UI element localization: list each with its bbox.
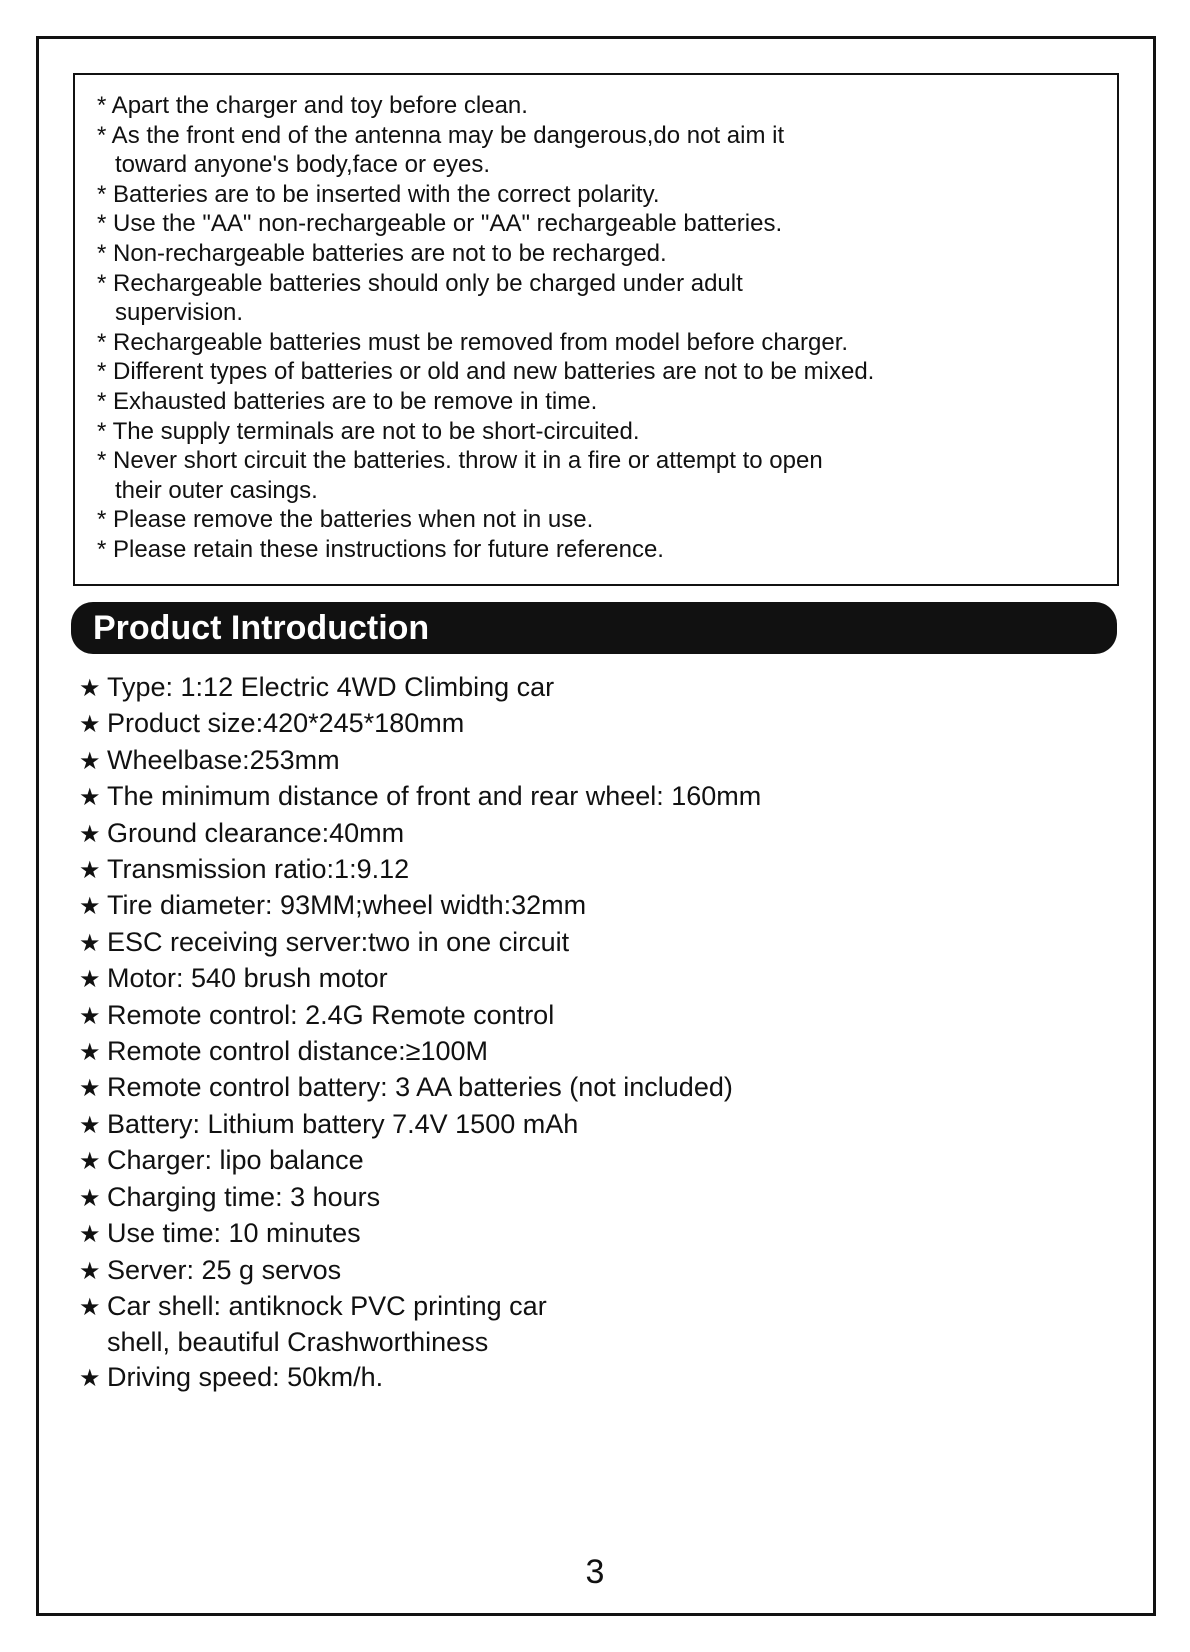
warning-text: * Use the "AA" non-rechargeable or "AA" rechargeable batteries. (97, 210, 783, 238)
safety-warnings-box (73, 73, 1119, 586)
spec-text: Server: 25 g servos (107, 1254, 342, 1285)
warning-text: * Apart the charger and toy before clean. (97, 92, 528, 119)
star-bullet-icon: ★ (79, 1257, 101, 1285)
spec-item (79, 670, 1079, 706)
spec-text: Ground clearance:40mm (107, 817, 405, 848)
spec-item (79, 1034, 1079, 1070)
warning-text: * Never short circuit the batteries. throw it in a fire or attempt to open (97, 447, 823, 475)
warning-text: * Exhausted batteries are to be remove in time. (97, 387, 598, 415)
spec-item (79, 925, 1079, 961)
warning-item (97, 180, 1117, 210)
warning-text: * Please retain these instructions for future reference. (97, 535, 664, 563)
warning-text: * As the front end of the antenna may be dangerous,do not aim it (97, 121, 785, 149)
star-bullet-icon: ★ (79, 747, 101, 775)
spec-item (79, 1289, 1079, 1325)
spec-text: Remote control: 2.4G Remote control (107, 999, 555, 1030)
spec-text: Battery: Lithium battery 7.4V 1500 mAh (107, 1108, 579, 1139)
spec-item (79, 1216, 1079, 1252)
spec-item (79, 1070, 1079, 1106)
warning-text: * Rechargeable batteries should only be charged under adult (97, 269, 743, 297)
spec-item (79, 779, 1079, 815)
warning-text: * Batteries are to be inserted with the correct polarity. (97, 180, 660, 208)
spec-item (79, 888, 1079, 924)
spec-item (79, 1180, 1079, 1216)
page-number: 3 (585, 1553, 605, 1591)
spec-item (79, 1143, 1079, 1179)
warning-text: * Please remove the batteries when not in use. (97, 506, 594, 534)
warning-text: * Different types of batteries or old and new batteries are not to be mixed. (97, 358, 875, 386)
star-bullet-icon: ★ (79, 1293, 101, 1321)
star-bullet-icon: ★ (79, 1002, 101, 1030)
spec-item (79, 961, 1079, 997)
spec-text: Use time: 10 minutes (107, 1218, 361, 1249)
warning-item (97, 91, 1117, 121)
warning-item (97, 121, 1117, 151)
spec-text: Driving speed: 50km/h. (107, 1361, 384, 1392)
warning-item (97, 328, 1117, 358)
star-bullet-icon: ★ (79, 966, 101, 994)
spec-item (79, 816, 1079, 852)
star-bullet-icon: ★ (79, 857, 101, 885)
spec-item (79, 706, 1079, 742)
warning-text: * Rechargeable batteries must be removed from model before charger. (97, 328, 849, 356)
spec-text: Tire diameter: 93MM;wheel width:32mm (107, 890, 587, 921)
star-bullet-icon: ★ (79, 929, 101, 957)
star-bullet-icon: ★ (79, 1364, 101, 1392)
warning-item (97, 505, 1117, 535)
warning-item (97, 269, 1117, 299)
star-bullet-icon: ★ (79, 711, 101, 739)
spec-text: Product size:420*245*180mm (107, 708, 465, 739)
spec-item (79, 1253, 1079, 1289)
warning-text: * Non-rechargeable batteries are not to be recharged. (97, 239, 667, 267)
warning-item (97, 357, 1117, 387)
spec-text: ESC receiving server:two in one circuit (107, 926, 570, 957)
star-bullet-icon: ★ (79, 820, 101, 848)
warning-item-continuation (97, 476, 1117, 506)
star-bullet-icon: ★ (79, 1221, 101, 1249)
spec-text: Type: 1:12 Electric 4WD Climbing car (107, 672, 555, 702)
warning-item-continuation (97, 298, 1117, 328)
warning-text: toward anyone's body,face or eyes. (115, 151, 491, 179)
star-bullet-icon: ★ (79, 784, 101, 812)
spec-text: Motor: 540 brush motor (107, 963, 388, 994)
warning-item (97, 535, 1117, 565)
spec-text: Car shell: antiknock PVC printing car (107, 1290, 547, 1321)
warning-text: * The supply terminals are not to be short-circuited. (97, 417, 640, 445)
spec-item (79, 743, 1079, 779)
warning-text: their outer casings. (115, 476, 318, 504)
spec-item (79, 1360, 1079, 1396)
star-bullet-icon: ★ (79, 675, 101, 702)
warning-text: supervision. (115, 299, 244, 327)
star-bullet-icon: ★ (79, 1148, 101, 1176)
star-bullet-icon: ★ (79, 1111, 101, 1139)
warning-item-continuation (97, 150, 1117, 180)
warning-item (97, 446, 1117, 476)
star-bullet-icon: ★ (79, 1039, 101, 1067)
spec-text: Remote control battery: 3 AA batteries (not included) (107, 1072, 733, 1103)
section-title: Product Introduction (93, 609, 430, 647)
star-bullet-icon: ★ (79, 893, 101, 921)
product-spec-list (79, 670, 1079, 1396)
warning-item (97, 417, 1117, 447)
star-bullet-icon: ★ (79, 1075, 101, 1103)
spec-text: Transmission ratio:1:9.12 (107, 854, 410, 885)
spec-item (79, 1107, 1079, 1143)
section-header-bar (71, 602, 1117, 654)
spec-item (79, 998, 1079, 1034)
spec-text: shell, beautiful Crashworthiness (107, 1327, 489, 1358)
spec-text: Wheelbase:253mm (107, 744, 340, 775)
warning-item (97, 387, 1117, 417)
spec-text: Charging time: 3 hours (107, 1181, 381, 1212)
spec-text: Remote control distance:≥100M (107, 1036, 489, 1067)
star-bullet-icon: ★ (79, 1184, 101, 1212)
spec-text: Charger: lipo balance (107, 1145, 364, 1176)
spec-item-continuation (79, 1325, 1079, 1359)
spec-item (79, 852, 1079, 888)
warning-item (97, 239, 1117, 269)
spec-text: The minimum distance of front and rear wheel: 160mm (107, 781, 762, 812)
warning-item (97, 209, 1117, 239)
